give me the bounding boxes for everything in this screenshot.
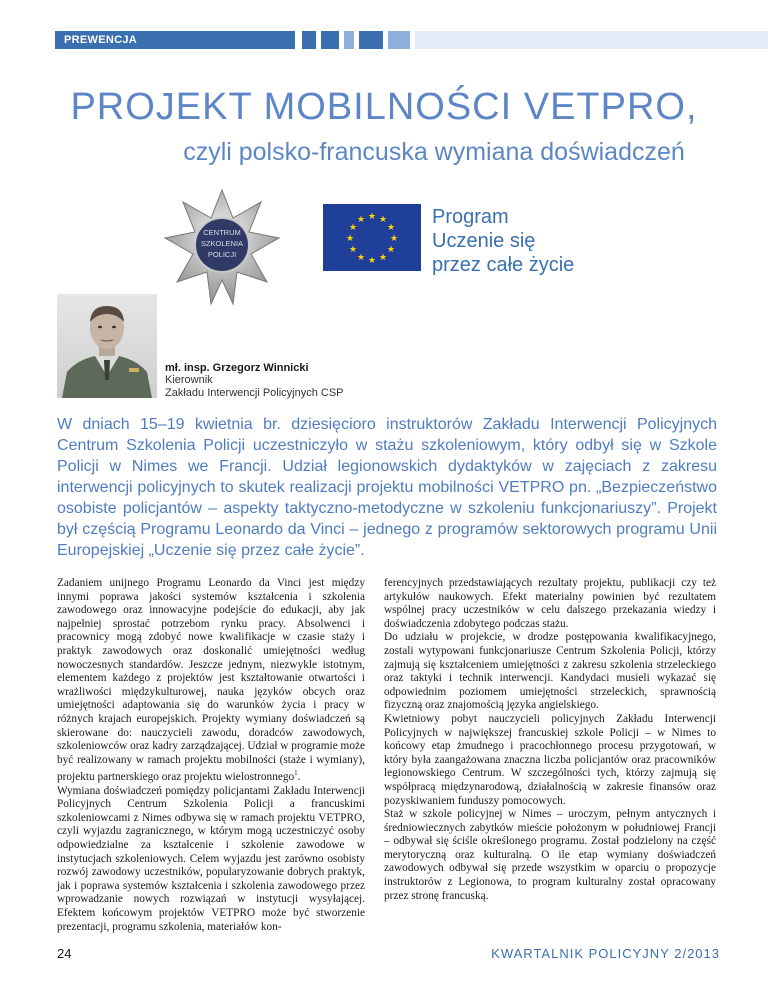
svg-text:★: ★ [386, 244, 396, 254]
author-photo [57, 294, 157, 398]
header-square [302, 31, 316, 49]
author-department: Zakładu Interwencji Policyjnych CSP [165, 387, 344, 399]
header-square [415, 31, 768, 49]
svg-text:★: ★ [348, 244, 358, 254]
header-bar [55, 31, 768, 49]
page-number: 24 [57, 946, 72, 961]
program-logo-text [432, 205, 574, 277]
paragraph-text: . [297, 771, 301, 784]
article-title: PROJEKT MOBILNOŚCI VETPRO, [70, 86, 698, 128]
svg-text:★: ★ [378, 252, 388, 262]
lead-paragraph: W dniach 15–19 kwietnia br. dziesięcioro instruktorów Zakładu Interwencji Policyjnych Centrum Szkolenia Policji uczestniczyło w stażu szkoleniowym, który odbył się w Szkole Policji w Nimes we Francji. Udział legionowskich dydaktyków w zajęciach z zakresu interwencji policyjnych to skutek realizacji projektu mobilności VETPRO pn. „Bezpieczeństwo osobiste policjantów – aspekty taktyczno-metodyczne w szkoleniu funkcjonariuszy”. Projekt był częścią Programu Leonardo da Vinci – jednego z programów sektorowych programu Unii Europejskiej „Uczenie się przez całe życie”. [57, 416, 717, 559]
body-paragraph: Wymiana doświadczeń pomiędzy policjantami Zakładu Interwencji Policyjnych Centrum Szkolenia Policji a francuskimi szkoleniowcami z Nimes odbywa się w ramach projektu VETPRO, czyli wyjazdu zagranicznego, w którym mogą uczestniczyć osoby odpowiedzialne za kształcenie i szkolenie zawodowe w instytucjach szkoleniowych. Celem wyjazdu jest zarówno osobisty rozwój zawodowy uczestników, popularyzowanie dobrych praktyk, jak i poprawa systemów kształcenia i szkolenia zawodowego przez wprowadzanie nowych rozwiązań w instytucji wysyłającej. Efektem końcowym projektów VETPRO może być stworzenie prezentacji, programu szkolenia, materiałów kon- [57, 784, 365, 933]
header-square [344, 31, 354, 49]
svg-text:★: ★ [348, 222, 358, 232]
paragraph-text: Zadaniem unijnego Programu Leonardo da Vinci jest między innymi poprawa jakości systemów kształcenia i szkolenia zawodowego oraz innowacyjne podejście do edukacji, aby jak najpełniej sprostać potrzebom rynku pracy. Absolwenci i pracownicy mogą zdobyć nowe kwalifikacje w czasie staży i praktyk zawodowych oraz doskonalić umiejętności według nowoczesnych standardów. Jeszcze jednym, niezwykle istotnym, elementem każdego z projektów jest kształtowanie otwartości i wrażliwości międzykulturowej, nauka języków obcych oraz umiejętności adaptowania się do warunków życia i pracy w różnych krajach europejskich. Projekty wymiany doświadczeń są skierowane do: nauczycieli zawodu, doradców zawodowych, szkoleniowców oraz kadry zarządzającej. Udział w programie może być realizowany w ramach projektu mobilności (staże i wymiany), projektu partnerskiego oraz projektu wielostronnego [57, 577, 366, 784]
body-column-left [57, 577, 365, 934]
svg-text:★: ★ [356, 214, 366, 224]
svg-text:★: ★ [345, 233, 355, 243]
svg-text:★: ★ [386, 222, 396, 232]
author-name: mł. insp. Grzegorz Winnicki [165, 362, 309, 374]
svg-text:★: ★ [378, 214, 388, 224]
publication-title: KWARTALNIK POLICYJNY 2/2013 [491, 946, 720, 961]
svg-text:★: ★ [367, 211, 377, 221]
author-role: Kierownik [165, 374, 213, 386]
body-paragraph: ferencyjnych przedstawiających rezultaty projektu, publikacji czy też artykułów naukowych. Efekt materialny powinien być rezultatem wspólnej pracy uczestników w celu dalszego przekazania wiedzy i doświadczenia zdobytego podczas stażu. [384, 577, 716, 630]
body-column-right [384, 577, 716, 903]
program-line: przez całe życie [432, 254, 575, 276]
badge-text: CENTRUM [203, 228, 241, 237]
section-label: PREWENCJA [55, 31, 295, 49]
eu-flag-icon [323, 204, 421, 271]
header-square [388, 31, 410, 49]
body-paragraph: Do udziału w projekcie, w drodze postępowania kwalifikacyjnego, zostali wytypowani funkcjonariusze Centrum Szkolenia Policji, którzy zajmują się kształceniem umiejętności z zakresu szkolenia strzeleckiego oraz taktyki i technik interwencji. Kandydaci musieli wykazać się odpowiednim poziomem umiejętności strzeleckich, sprawnością fizyczną oraz znajomością języka angielskiego. [384, 631, 716, 712]
header-square [359, 31, 383, 49]
body-paragraph: Kwietniowy pobyt nauczycieli policyjnych Zakładu Interwencji Policyjnych w największej francuskiej szkole Policji – w Nimes to końcowy etap żmudnego i pracochłonnego procesu przygotowań, w który była zaangażowana znaczna liczba policjantów oraz pracowników legionowskiego Centrum. W szczególności tych, którzy zajmują się współpracą międzynarodową, działalnością w zakresie finansów oraz pozyskiwaniem funduszy pomocowych. [384, 712, 716, 807]
police-star-badge-icon [163, 188, 281, 306]
body-paragraph [57, 577, 365, 785]
svg-text:★: ★ [356, 252, 366, 262]
program-line: Uczenie się [432, 230, 536, 252]
header-square [321, 31, 339, 49]
footnote-mark: 1 [294, 769, 298, 778]
body-paragraph: Staż w szkole policyjnej w Nimes – uroczym, pełnym antycznych i średniowiecznych zabytków mieście położonym w południowej Francji – odbywał się ściśle określonego programu. Został podzielony na część merytoryczną oraz kulturalną. O ile etap wymiany doświadczeń zawodowych odbywał się przede wszystkim w oparciu o propozycje instruktorów z Legionowa, to program kulturalny został opracowany przez stronę francuską. [384, 808, 716, 902]
program-line: Program [432, 206, 509, 228]
article-subtitle: czyli polsko-francuska wymiana doświadczeń [183, 138, 685, 166]
badge-text: POLICJI [207, 250, 237, 259]
author-info [165, 362, 344, 400]
svg-text:★: ★ [389, 233, 399, 243]
badge-text: SZKOLENIA [200, 239, 244, 248]
svg-text:★: ★ [367, 255, 377, 265]
